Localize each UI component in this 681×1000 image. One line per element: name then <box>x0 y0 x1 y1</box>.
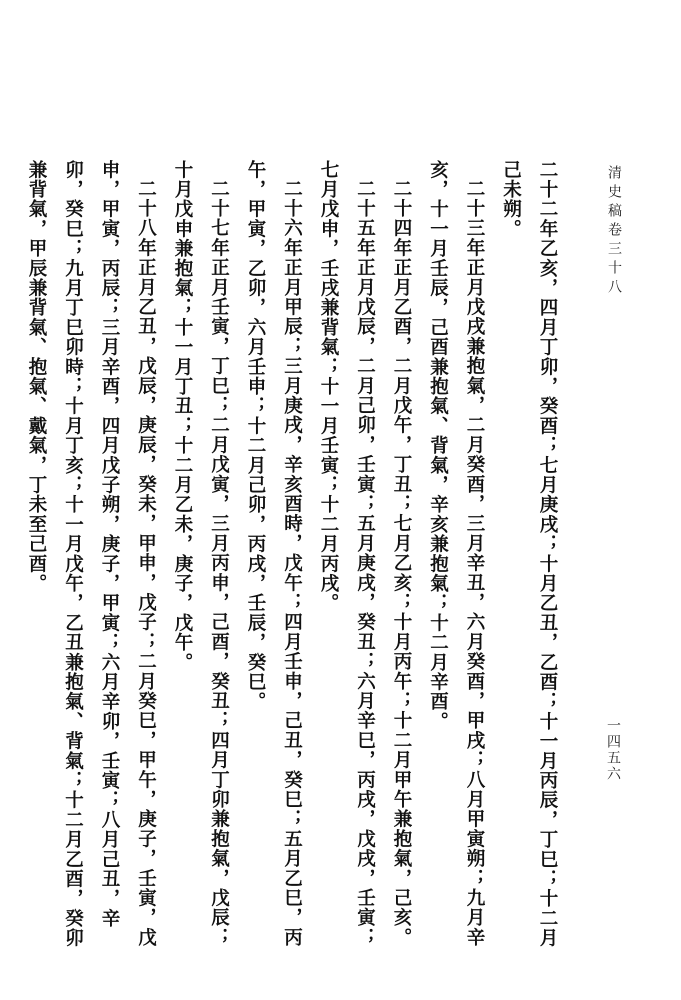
page-number: 一四五六 <box>605 718 621 782</box>
paragraph: 二十四年正月乙酉，二月戊午，丁丑；七月乙亥；十月丙午；十二月甲午兼抱氣，己亥。 <box>391 178 412 947</box>
paragraph: 二十六年正月甲辰；三月庚戌，辛亥酉時，戊午；四月壬申，己丑，癸巳；五月乙巳，丙午，甲寅，乙卯，六月壬申；十二月己卯，丙戌，壬辰，癸巳。 <box>245 160 303 947</box>
paragraph: 二十三年正月戊戌兼抱氣，二月癸酉，三月辛丑，六月癸酉，甲戌；八月甲寅朔；九月辛亥，十一月壬辰，己酉兼抱氣、背氣，辛亥兼抱氣；十二月辛酉。 <box>427 160 485 947</box>
paragraph: 二十五年正月戊辰，二月己卯，壬寅；五月庚戌，癸丑；六月辛巳，丙戌，戊戌，壬寅；七月戊申，壬戌兼背氣；十一月壬寅；十二月丙戌。 <box>318 160 376 947</box>
paragraph: 二十二年乙亥，四月丁卯，癸酉；七月庚戌；十月乙丑，乙酉；十一月丙辰，丁巳；十二月己未朔。 <box>500 160 558 948</box>
running-header: 清史稿卷三十八 <box>606 165 622 298</box>
paragraph: 二十七年正月壬寅，丁巳；二月戊寅，三月丙申，己酉，癸丑；四月丁卯兼抱氣，戊辰；十月戊申兼抱氣；十一月丁丑；十二月乙未，庚子，戊午。 <box>172 160 230 947</box>
paragraph: 二十八年正月乙丑，戊辰，庚辰，癸未，甲申，戊子；二月癸巳，甲午，庚子，壬寅，戊申，甲寅，丙辰；三月辛酉，四月戊子朔，庚子，甲寅；六月辛卯，壬寅；八月己丑，辛卯，癸巳；九月丁巳卯時；十月丁亥；十一月戊午，乙丑兼抱氣、背氣；十二月乙酉，癸卯兼背氣，甲辰兼背氣、抱氣、戴氣，丁未至己酉。 <box>26 160 157 948</box>
body-text <box>18 160 566 960</box>
